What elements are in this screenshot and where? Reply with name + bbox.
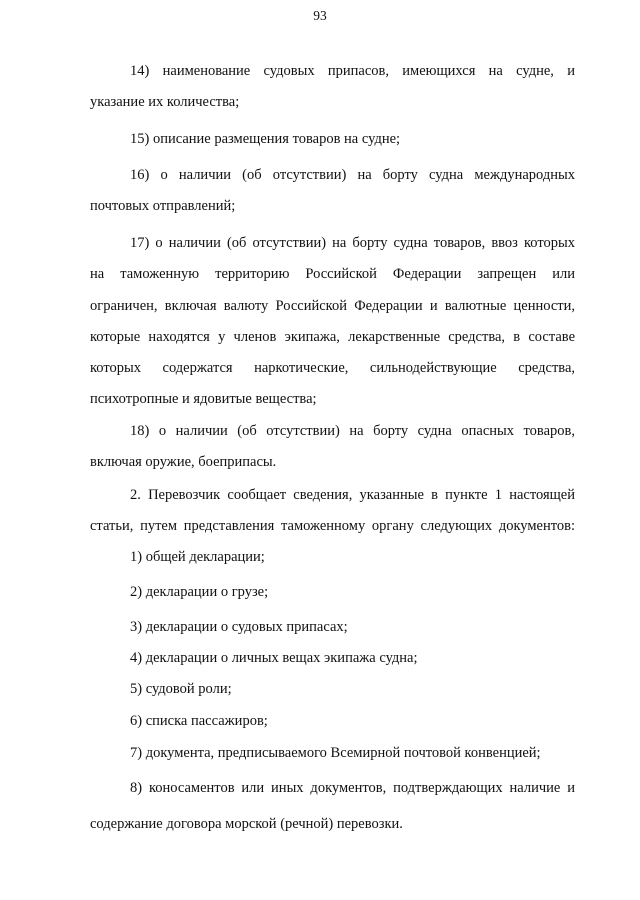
list-item: 1) общей декларации; <box>130 549 265 565</box>
paragraph-line: 8) коносаментов или иных документов, подтверждающих наличие и <box>130 780 575 796</box>
page-number: 93 <box>313 8 327 23</box>
list-item: 2) декларации о грузе; <box>130 584 269 600</box>
paragraph-line: 14) наименование судовых припасов, имеющихся на судне, и <box>130 63 575 79</box>
list-item: 5) судовой роли; <box>130 681 232 697</box>
paragraph-line: включая оружие, боеприпасы. <box>90 454 277 471</box>
paragraph-line: на таможенную территорию Российской Федерации запрещен или <box>90 266 575 283</box>
paragraph-line: 17) о наличии (об отсутствии) на борту судна товаров, ввоз которых <box>130 235 575 251</box>
list-item: 3) декларации о судовых припасах; <box>130 619 348 635</box>
paragraph-item-17 <box>90 228 575 416</box>
paragraph-line: ограничен, включая валюту Российской Федерации и валютные ценности, <box>90 297 575 314</box>
paragraph-item-14 <box>90 56 575 119</box>
paragraph-line: которые находятся у членов экипажа, лекарственные средства, в составе <box>90 328 575 345</box>
paragraph-line: 15) описание размещения товаров на судне; <box>130 131 401 147</box>
paragraph-line: 16) о наличии (об отсутствии) на борту судна международных <box>130 167 575 183</box>
list-item: 6) списка пассажиров; <box>130 713 268 729</box>
paragraph-line: 2. Перевозчик сообщает сведения, указанные в пункте 1 настоящей <box>130 487 575 503</box>
paragraph-item-18 <box>90 416 575 479</box>
paragraph-line: указание их количества; <box>90 94 240 111</box>
paragraph-line: почтовых отправлений; <box>90 198 236 215</box>
paragraph-item-16 <box>90 160 575 223</box>
paragraph-line: которых содержатся наркотические, сильнодействующие средства, <box>90 360 575 377</box>
paragraph-line: психотропные и ядовитые вещества; <box>90 391 317 408</box>
list-item: 4) декларации о личных вещах экипажа судна; <box>130 650 418 666</box>
paragraph-line: 18) о наличии (об отсутствии) на борту судна опасных товаров, <box>130 423 575 439</box>
paragraph-clause-2 <box>90 480 575 543</box>
paragraph-line: статьи, путем представления таможенному органу следующих документов: <box>90 518 575 535</box>
paragraph-item-15 <box>90 124 575 155</box>
paragraph-item-8 <box>90 770 575 842</box>
list-item: 7) документа, предписываемого Всемирной почтовой конвенцией; <box>130 745 541 761</box>
paragraph-line: содержание договора морской (речной) перевозки. <box>90 816 403 832</box>
